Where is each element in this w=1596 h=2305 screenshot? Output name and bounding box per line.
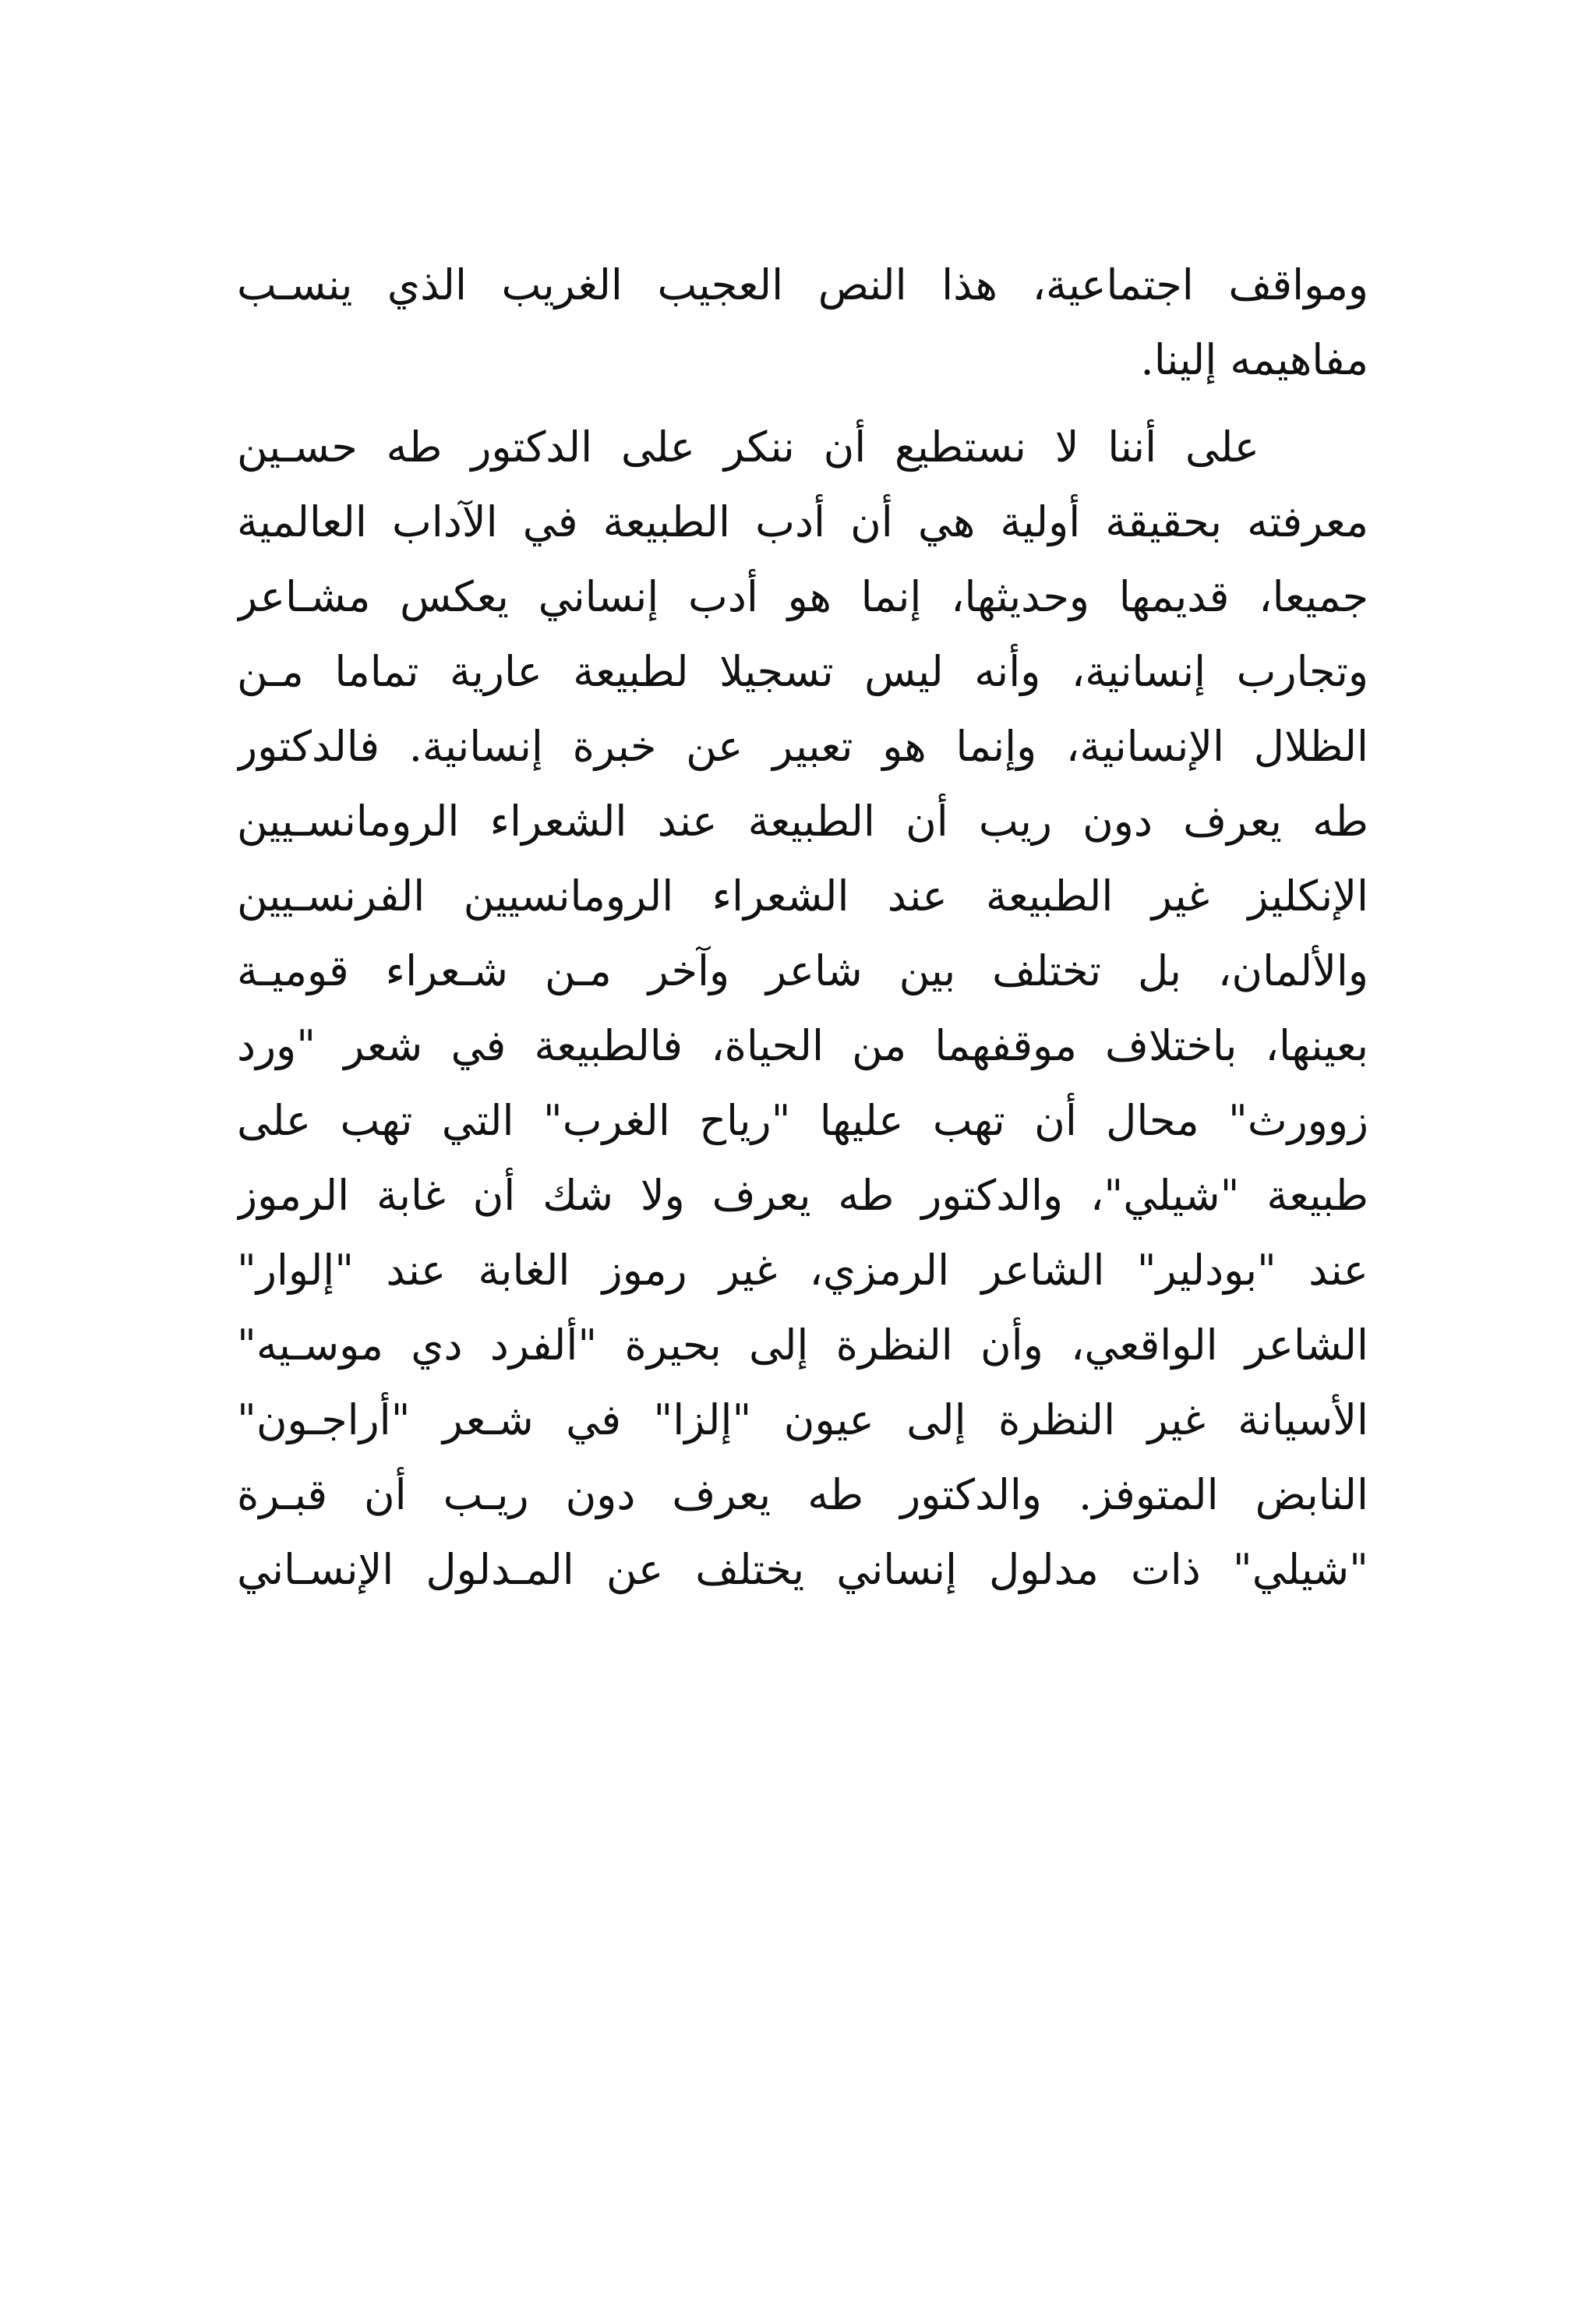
text-line: ومواقف اجتماعية، هذا النص العجيب الغريب الذي ينسـب bbox=[237, 260, 1368, 309]
text-line: "شيلي" ذات مدلول إنساني يختلف عن المـدلول الإنسـاني bbox=[237, 1545, 1368, 1594]
paragraph-2 bbox=[237, 410, 1368, 1607]
text-line: جميعا، قديمها وحديثها، إنما هو أدب إنساني يعكس مشـاعر bbox=[237, 572, 1368, 621]
text-line: عند "بودلير" الشاعر الرمزي، غير رموز الغابة عند "إلوار" bbox=[237, 1246, 1368, 1295]
text-line: النابض المتوفز. والدكتور طه يعرف دون ريـب أن قبـرة bbox=[237, 1470, 1368, 1519]
text-line: على أننا لا نستطيع أن ننكر على الدكتور طه حسـين bbox=[237, 422, 1259, 472]
text-line: طه يعرف دون ريب أن الطبيعة عند الشعراء الرومانسـيين bbox=[237, 797, 1368, 846]
text-line: مفاهيمه إلينا. bbox=[1140, 335, 1368, 384]
text-line: طبيعة "شيلي"، والدكتور طه يعرف ولا شك أن غابة الرموز bbox=[237, 1171, 1368, 1220]
text-line: الظلال الإنسانية، وإنما هو تعبير عن خبرة إنسانية. فالدكتور bbox=[237, 722, 1368, 771]
text-line: زوورث" محال أن تهب عليها "رياح الغرب" التي تهب على bbox=[237, 1096, 1368, 1145]
text-line: والألمان، بل تختلف بين شاعر وآخر مـن شـعراء قوميـة bbox=[237, 946, 1368, 995]
text-line: معرفته بحقيقة أولية هي أن أدب الطبيعة في الآداب العالمية bbox=[237, 497, 1368, 546]
text-line: بعينها، باختلاف موقفهما من الحياة، فالطبيعة في شعر "ورد bbox=[237, 1021, 1368, 1070]
paragraph-1 bbox=[237, 248, 1368, 398]
text-line: الشاعر الواقعي، وأن النظرة إلى بحيرة "ألفرد دي موسـيه" bbox=[237, 1320, 1368, 1370]
text-line: الإنكليز غير الطبيعة عند الشعراء الرومانسيين الفرنسـيين bbox=[237, 871, 1368, 921]
body-text bbox=[237, 248, 1368, 1607]
text-line: الأسيانة غير النظرة إلى عيون "إلزا" في شـعر "أراجـون" bbox=[237, 1395, 1368, 1444]
text-line: وتجارب إنسانية، وأنه ليس تسجيلا لطبيعة عارية تماما مـن bbox=[237, 647, 1368, 696]
